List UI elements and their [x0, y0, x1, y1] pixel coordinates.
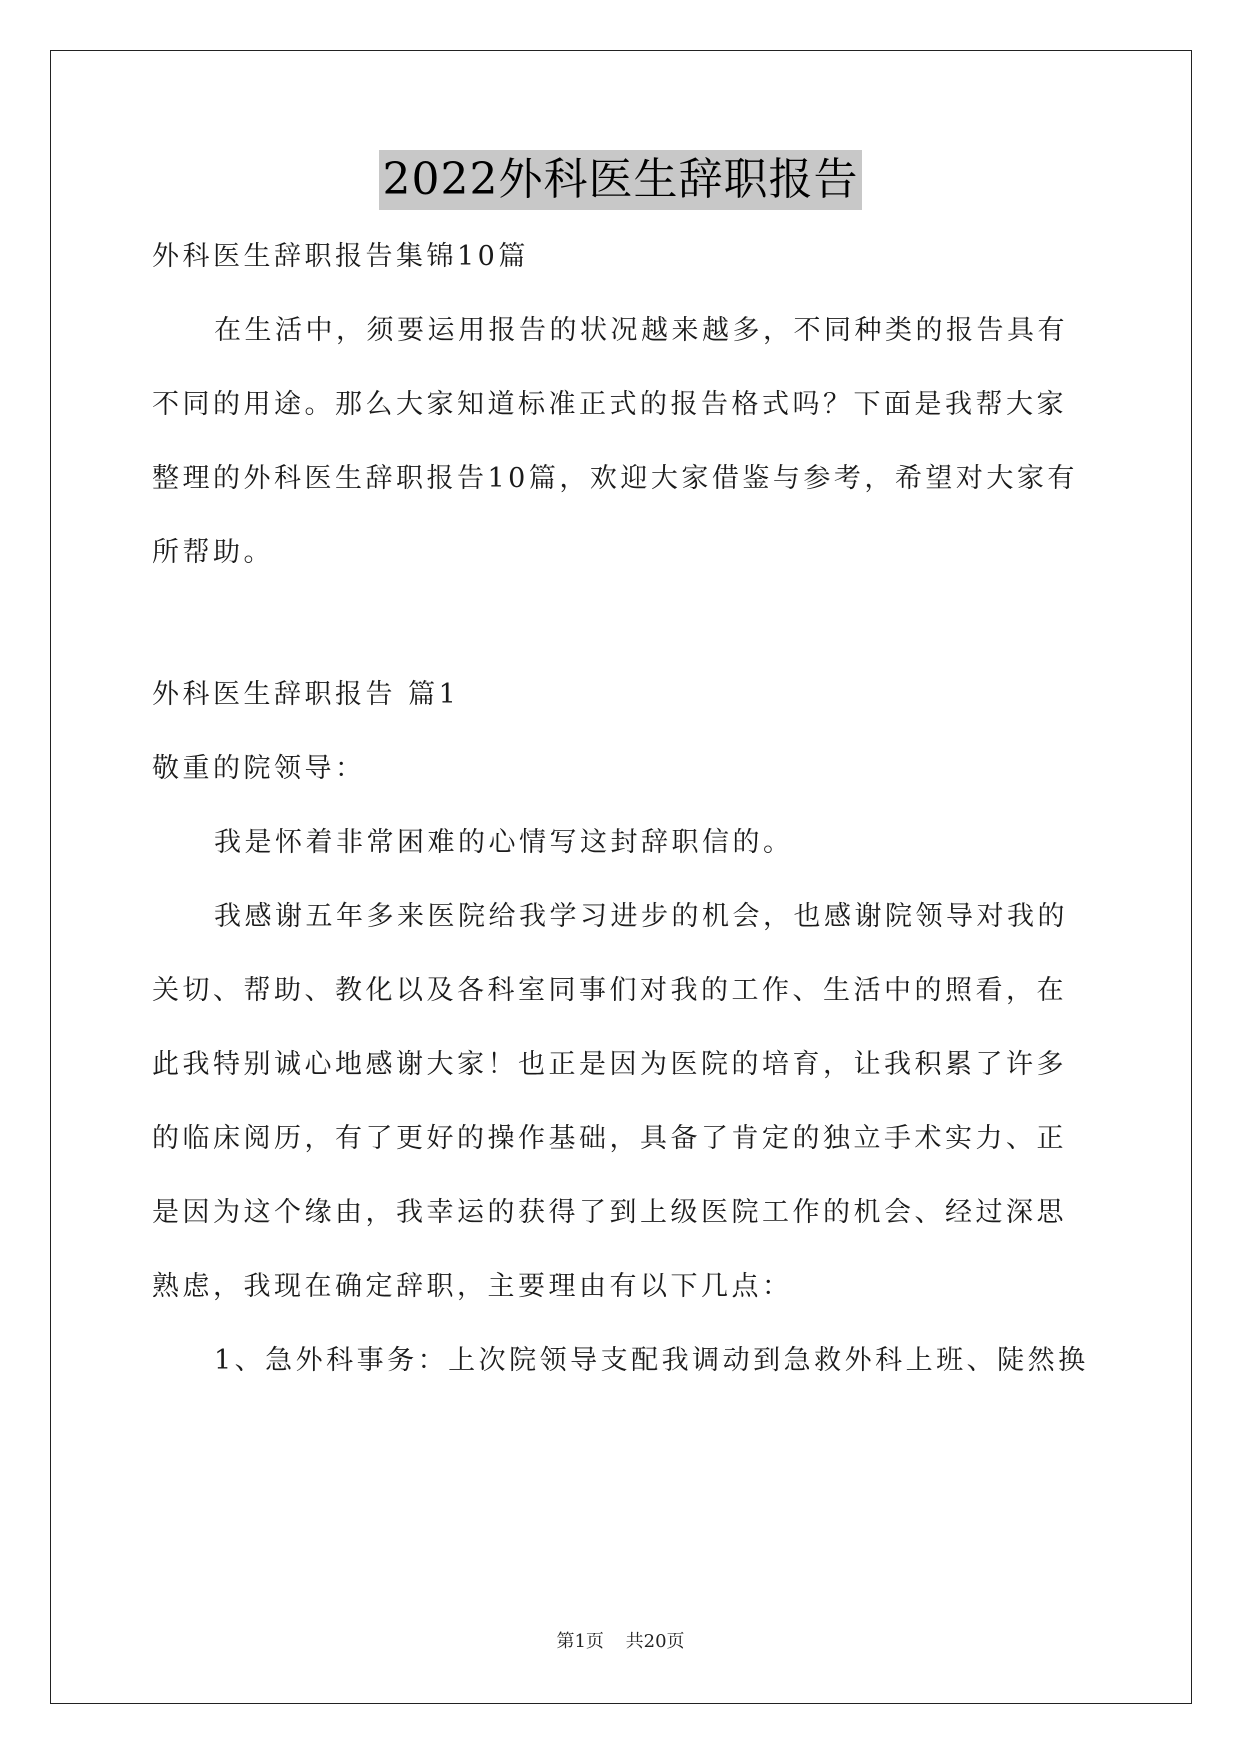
body-line: 1、急外科事务：上次院领导支配我调动到急救外科上班、陡然换 [214, 1345, 1089, 1376]
body-line: 关切、帮助、教化以及各科室同事们对我的工作、生活中的照看，在 [152, 975, 1067, 1006]
page-border [50, 50, 1192, 1704]
title-container [0, 150, 1241, 210]
document-title: 2022外科医生辞职报告 [379, 150, 863, 210]
salutation: 敬重的院领导： [152, 753, 366, 784]
page-footer [0, 1627, 1241, 1653]
intro-line: 所帮助。 [152, 537, 274, 568]
intro-line: 整理的外科医生辞职报告10篇，欢迎大家借鉴与参考，希望对大家有 [152, 463, 1078, 494]
body-line: 此我特别诚心地感谢大家！也正是因为医院的培育，让我积累了许多 [152, 1049, 1067, 1080]
page-number: 第1页 [556, 1631, 604, 1652]
page-total: 共20页 [625, 1631, 685, 1652]
body-line: 我感谢五年多来医院给我学习进步的机会，也感谢院领导对我的 [214, 901, 1068, 932]
document-subtitle: 外科医生辞职报告集锦10篇 [152, 241, 529, 272]
body-line: 我是怀着非常困难的心情写这封辞职信的。 [214, 827, 794, 858]
intro-line: 在生活中，须要运用报告的状况越来越多，不同种类的报告具有 [214, 315, 1068, 346]
intro-line: 不同的用途。那么大家知道标准正式的报告格式吗？下面是我帮大家 [152, 389, 1067, 420]
section-heading: 外科医生辞职报告 篇1 [152, 679, 460, 710]
body-line: 是因为这个缘由，我幸运的获得了到上级医院工作的机会、经过深思 [152, 1197, 1067, 1228]
body-line: 熟虑，我现在确定辞职，主要理由有以下几点： [152, 1271, 793, 1302]
body-line: 的临床阅历，有了更好的操作基础，具备了肯定的独立手术实力、正 [152, 1123, 1067, 1154]
